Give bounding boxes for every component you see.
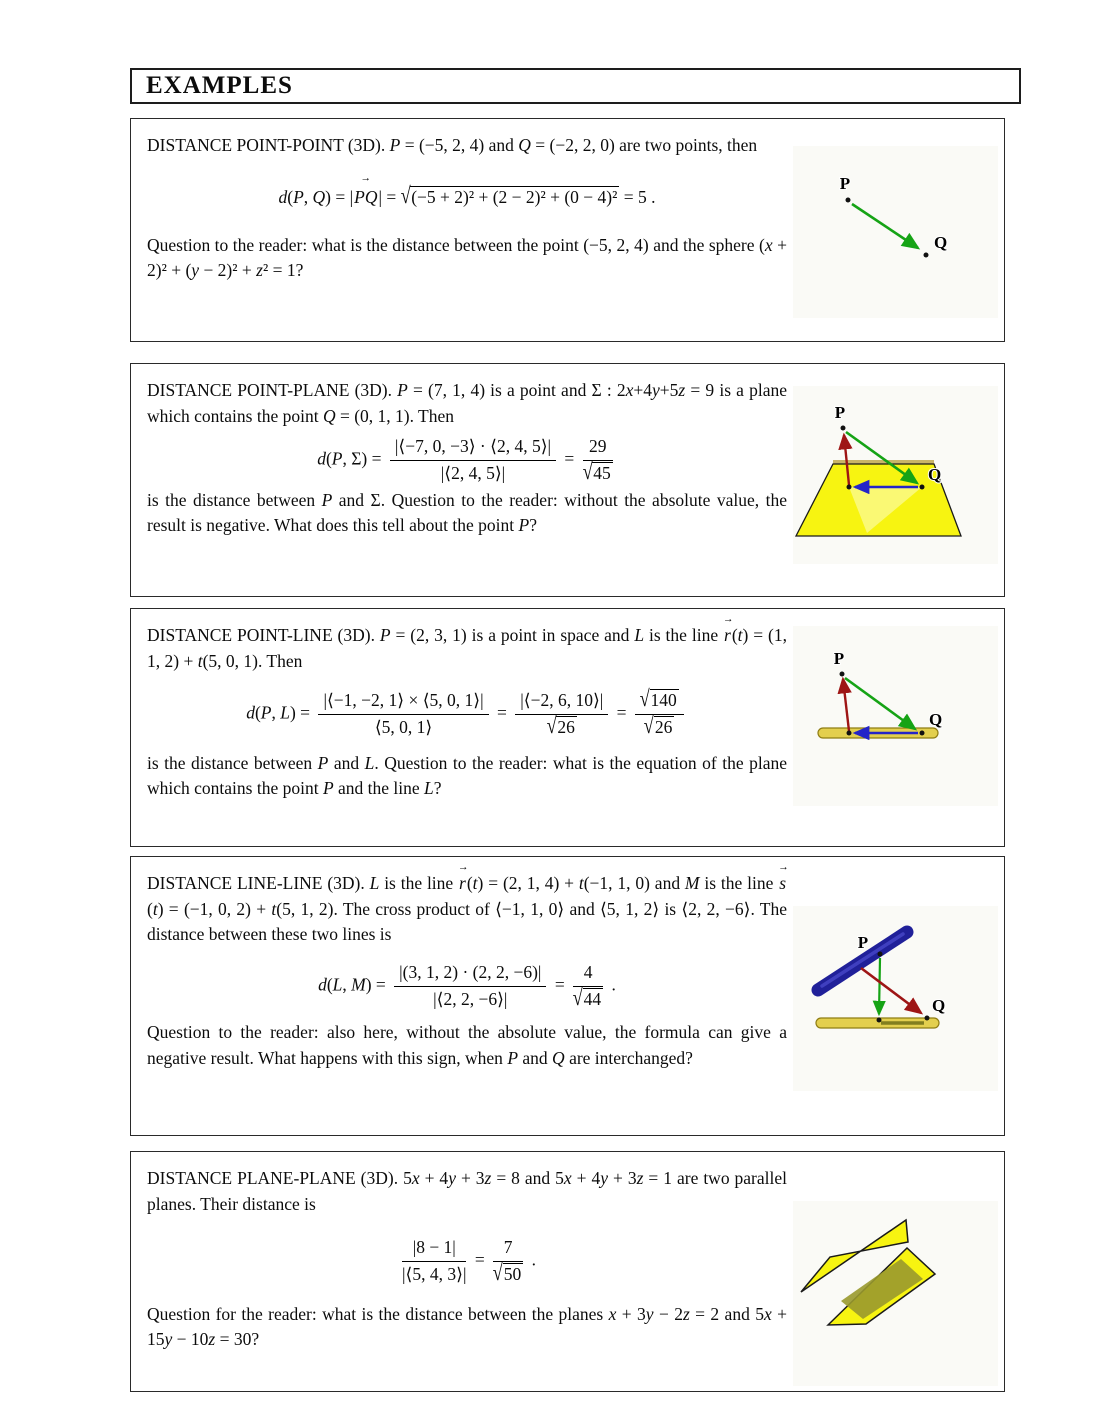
- distance-formula: d(P, Q) = | → PQ| = √(−5 + 2)² + (2 − 2)² + (0 − 4)² = 5 .: [278, 173, 656, 208]
- section-line-line: [130, 856, 1005, 1136]
- section-intro: DISTANCE POINT-PLANE (3D). P = (7, 1, 4) is a point and Σ : 2x+4y+5z = 9 is a plane which contains the point Q = (0, 1, 1). Then: [147, 380, 787, 426]
- point-q-label: Q: [932, 996, 946, 1015]
- point-plane-diagram: [791, 386, 1005, 576]
- section-line-line-text: [147, 861, 789, 1071]
- section-question: Question to the reader: what is the distance between the point (−5, 2, 4) and the sphere (x + 2)² + (y − 2)² + z² = 1?: [147, 234, 788, 281]
- section-question: Question for the reader: what is the distance between the planes x + 3y − 2z = 2 and 5x + 15y − 10z = 30?: [147, 1303, 788, 1350]
- point-point-diagram: [791, 146, 1005, 336]
- point-p-dot: [846, 198, 851, 203]
- line-line-diagram: [791, 906, 1005, 1096]
- page-title: EXAMPLES: [130, 68, 1021, 104]
- point-q-label: Q: [934, 233, 948, 252]
- foot-point-dot: [847, 485, 852, 490]
- section-point-point: [130, 118, 1005, 342]
- point-p-dot: [840, 672, 845, 677]
- point-q-dot: [924, 253, 929, 258]
- distance-formula: d(P, L) = $\frac{|⟨-1, -2, 1⟩ \times ⟨5, 0, 1⟩|}{⟨5, 0, 1⟩}$ = $\frac{|⟨-2, 6, 10⟩|}{√26}$ = $\frac{√140}{√26}$: [147, 686, 787, 739]
- point-p-label: P: [834, 403, 846, 422]
- section-question: is the distance between P and Σ. Question to the reader: without the absolute value, the result is negative. What does this tell about the point P?: [147, 489, 787, 536]
- distance-formula: d(L, M) = $\frac{|(3, 1, 2) \cdot (2, 2, -6)|}{|⟨2, 2, -6⟩|}$ = $\frac{4}{√44}$ .: [318, 961, 616, 1010]
- foot-point-dot: [877, 1018, 882, 1023]
- point-p-dot: [878, 952, 883, 957]
- shortest-distance-arrow: [879, 958, 880, 1014]
- section-point-plane-text: [147, 378, 787, 539]
- section-plane-plane-text: [147, 1166, 787, 1353]
- section-plane-plane: [130, 1151, 1005, 1392]
- distance-formula: $\frac{|8 - 1|}{|⟨5, 4, 3⟩|}$ = $\frac{7}{√50}$ .: [402, 1237, 536, 1286]
- point-q-dot: [925, 1016, 930, 1021]
- point-p-label: P: [857, 933, 869, 952]
- point-q-label: Q: [928, 465, 942, 484]
- point-line-diagram: [791, 626, 1005, 816]
- point-q-label: Q: [929, 710, 943, 729]
- section-point-line-text: [147, 613, 787, 802]
- point-p-dot: [841, 426, 846, 431]
- section-point-line: [130, 608, 1005, 847]
- section-question: is the distance between P and L. Question to the reader: what is the equation of the plane which contains the point P and the line L?: [147, 752, 787, 799]
- point-q-dot: [920, 485, 925, 490]
- distance-formula: d(P, Σ) = $\frac{|⟨-7, 0, -3⟩ \cdot ⟨2, 4, 5⟩|}{|⟨2, 4, 5⟩|}$ = $\frac{29}{√45}$: [317, 436, 611, 485]
- section-question: Question to the reader: also here, without the absolute value, the formula can give a negative result. What happens with this sign, when P and Q are interchanged?: [147, 1022, 787, 1068]
- point-p-label: P: [833, 649, 845, 668]
- section-intro: DISTANCE POINT-POINT (3D). P = (−5, 2, 4) and Q = (−2, 2, 0) are two points, then: [147, 135, 758, 155]
- section-intro: DISTANCE PLANE-PLANE (3D). 5x + 4y + 3z = 8 and 5x + 4y + 3z = 1 are two parallel planes. Their distance is: [147, 1168, 788, 1214]
- section-point-plane: [130, 363, 1005, 597]
- section-intro: DISTANCE LINE-LINE (3D). L is the line → r(t) = (2, 1, 4) + t(−1, 1, 0) and M is the line → s(t) = (−1, 0, 2) + t(5, 1, 2). The cross product of ⟨−1, 1, 0⟩ and ⟨5, 1, 2⟩ is ⟨2, 2, −6⟩. The distance between these two lines is: [147, 861, 789, 945]
- section-point-point-text: [147, 133, 787, 284]
- plane-plane-diagram: [791, 1201, 1005, 1391]
- section-intro: DISTANCE POINT-LINE (3D). P = (2, 3, 1) is a point in space and L is the line → r(t) = (1, 1, 2) + t(5, 0, 1). Then: [147, 613, 787, 671]
- foot-point-dot: [847, 731, 852, 736]
- point-q-dot: [920, 731, 925, 736]
- point-p-label: P: [839, 174, 851, 193]
